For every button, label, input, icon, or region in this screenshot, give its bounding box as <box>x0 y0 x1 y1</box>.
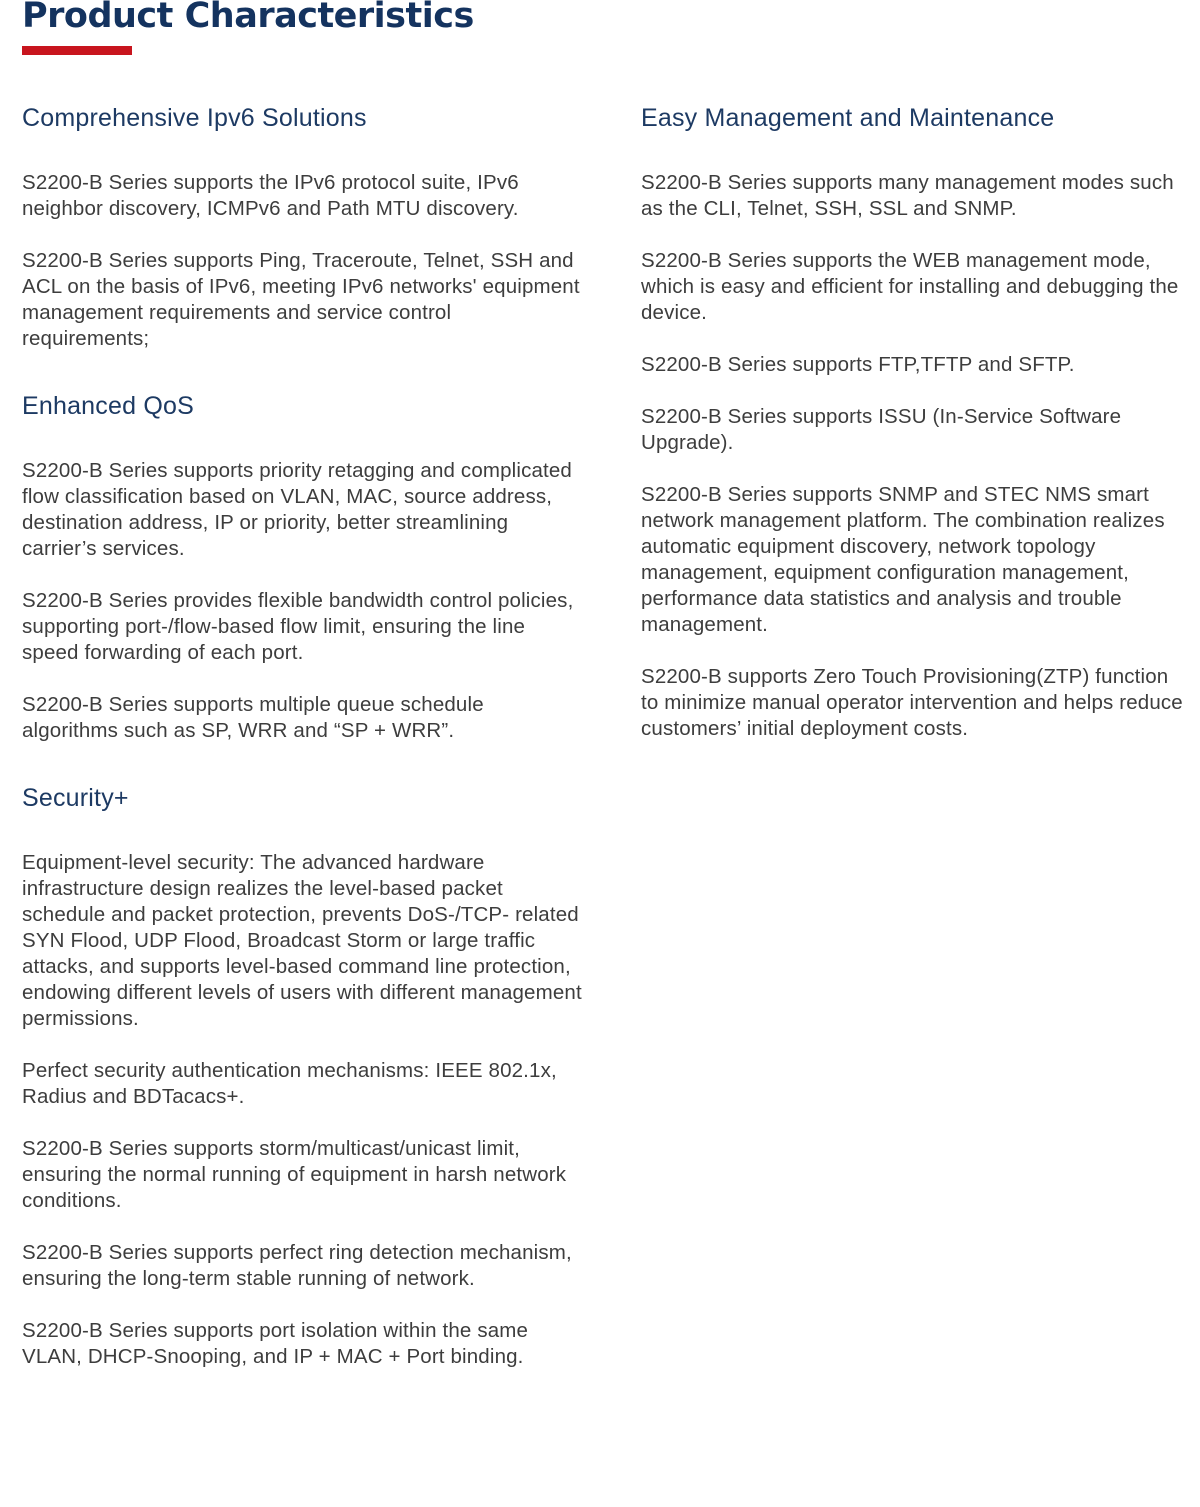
section-heading: Security+ <box>22 784 129 812</box>
paragraph: S2200-B Series supports the IPv6 protocol suite, IPv6 neighbor discovery, ICMPv6 and Path MTU discovery. <box>22 171 519 220</box>
paragraph: S2200-B Series supports multiple queue schedule algorithms such as SP, WRR and “SP + WRR”. <box>22 693 484 742</box>
paragraph: S2200-B Series supports FTP,TFTP and SFTP. <box>641 353 1075 376</box>
paragraph: S2200-B Series supports Ping, Traceroute, Telnet, SSH and ACL on the basis of IPv6, meeting IPv6 networks' equipment management requirements and service control requirements; <box>22 249 580 350</box>
section-ipv6 <box>22 100 582 352</box>
paragraph: S2200-B Series supports the WEB management mode, which is easy and efficient for installing and debugging the device. <box>641 249 1179 324</box>
paragraph: S2200-B Series supports SNMP and STEC NMS smart network management platform. The combination realizes automatic equipment discovery, network topology management, equipment configuration management, performance data statistics and analysis and trouble management. <box>641 483 1165 636</box>
paragraph: S2200-B Series supports port isolation within the same VLAN, DHCP-Snooping, and IP + MAC + Port binding. <box>22 1319 529 1368</box>
section-security <box>22 780 582 1370</box>
paragraph: S2200-B Series supports many management modes such as the CLI, Telnet, SSH, SSL and SNMP. <box>641 171 1174 220</box>
paragraph: S2200-B supports Zero Touch Provisioning(ZTP) function to minimize manual operator intervention and helps reduce customers’ initial deployment costs. <box>641 665 1183 740</box>
paragraph: Perfect security authentication mechanisms: IEEE 802.1x, Radius and BDTacacs+. <box>22 1059 557 1108</box>
section-heading: Comprehensive Ipv6 Solutions <box>22 104 367 132</box>
left-column <box>22 100 582 1396</box>
paragraph: S2200-B Series supports storm/multicast/unicast limit, ensuring the normal running of equipment in harsh network conditions. <box>22 1137 567 1212</box>
section-qos <box>22 388 582 744</box>
paragraph: Equipment-level security: The advanced hardware infrastructure design realizes the level-based packet schedule and packet protection, prevents DoS-/TCP- related SYN Flood, UDP Flood, Broadcast Storm or large traffic attacks, and supports level-based command line protection, endowing different levels of users with different management permissions. <box>22 851 582 1030</box>
paragraph: S2200-B Series supports perfect ring detection mechanism, ensuring the long-term stable running of network. <box>22 1241 572 1290</box>
paragraph: S2200-B Series supports priority retagging and complicated flow classification based on VLAN, MAC, source address, destination address, IP or priority, better streamlining carrier’s services. <box>22 459 572 560</box>
page-title: Product Characteristics <box>22 0 474 36</box>
title-underline-divider <box>22 46 132 55</box>
section-management <box>641 100 1186 742</box>
section-heading: Easy Management and Maintenance <box>641 104 1055 132</box>
paragraph: S2200-B Series supports ISSU (In-Service Software Upgrade). <box>641 405 1122 454</box>
section-heading: Enhanced QoS <box>22 392 194 420</box>
right-column <box>641 100 1186 768</box>
paragraph: S2200-B Series provides flexible bandwidth control policies, supporting port-/flow-based flow limit, ensuring the line speed forwarding of each port. <box>22 589 574 664</box>
